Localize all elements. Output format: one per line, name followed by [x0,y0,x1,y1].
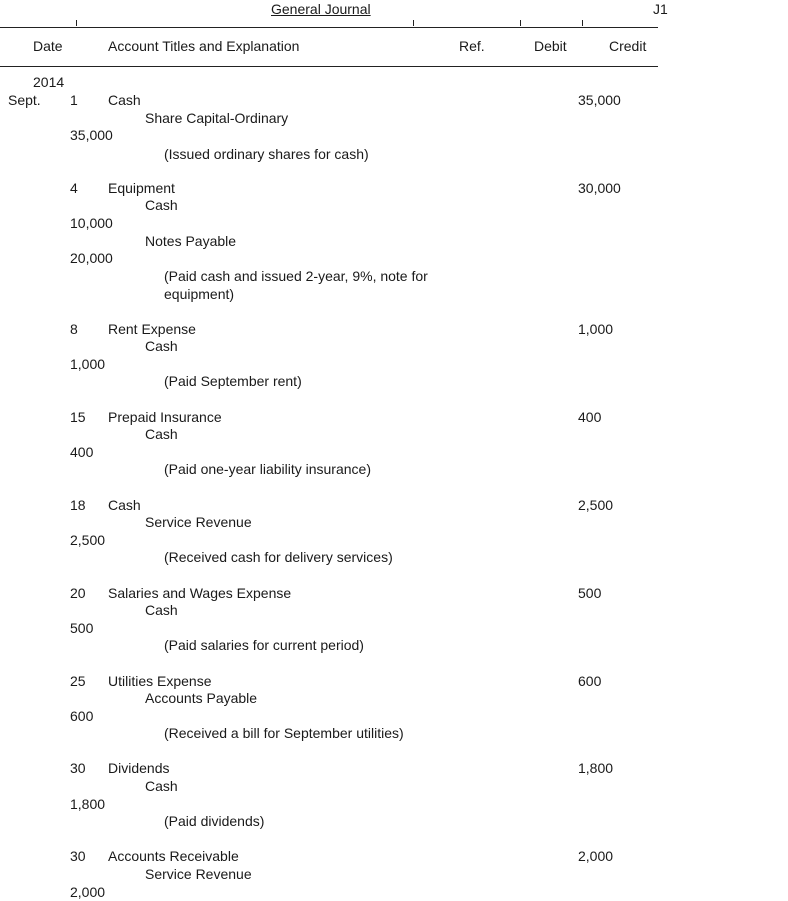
debit-amount: 2,000 [578,848,614,864]
entry-day: 25 [70,673,86,689]
debit-account: Dividends [108,760,170,776]
debit-amount: 30,000 [578,180,621,196]
column-divider [76,20,77,26]
entry-explanation: (Paid cash and issued 2-year, 9%, note for [164,268,428,284]
debit-account: Accounts Receivable [108,848,239,864]
entry-explanation: (Paid dividends) [164,813,265,829]
entry-explanation: (Paid one-year liability insurance) [164,461,371,477]
debit-account: Cash [108,92,141,108]
credit-amount: 10,000 [70,215,113,231]
journal-title: General Journal [271,1,371,17]
debit-amount: 35,000 [578,92,621,108]
credit-account: Cash [145,426,178,442]
entry-day: 1 [70,92,78,108]
entry-explanation: (Received cash for delivery services) [164,549,393,565]
credit-account: Cash [145,602,178,618]
credit-amount: 1,800 [70,796,106,812]
entry-explanation: (Issued ordinary shares for cash) [164,146,369,162]
column-divider [520,20,521,26]
debit-account: Salaries and Wages Expense [108,585,292,601]
month-label: Sept. [8,92,41,108]
header-bottom-rule [0,66,658,67]
entry-day: 18 [70,497,86,513]
credit-amount: 2,500 [70,532,106,548]
entry-day: 4 [70,180,78,196]
debit-amount: 600 [578,673,602,689]
debit-account: Cash [108,497,141,513]
debit-account: Prepaid Insurance [108,409,222,425]
credit-account: Share Capital-Ordinary [145,110,289,126]
header-top-rule [0,27,658,28]
entry-explanation: (Paid salaries for current period) [164,637,364,653]
debit-amount: 1,800 [578,760,614,776]
entry-day: 20 [70,585,86,601]
column-header-credit: Credit [609,38,647,54]
entry-explanation: (Paid September rent) [164,373,302,389]
debit-amount: 1,000 [578,321,614,337]
debit-account: Equipment [108,180,175,196]
credit-account: Accounts Payable [145,690,258,706]
credit-amount: 600 [70,708,94,724]
debit-amount: 2,500 [578,497,614,513]
credit-amount: 400 [70,444,94,460]
debit-account: Rent Expense [108,321,196,337]
entry-day: 8 [70,321,78,337]
credit-account: Cash [145,338,178,354]
credit-amount: 35,000 [70,127,113,143]
credit-amount: 20,000 [70,250,113,266]
debit-amount: 500 [578,585,602,601]
entry-explanation: (Received a bill for September utilities) [164,725,404,741]
column-header-account: Account Titles and Explanation [108,38,300,54]
credit-account: Notes Payable [145,233,237,249]
column-header-ref: Ref. [459,38,485,54]
entry-explanation: equipment) [164,286,235,302]
journal-page-ref: J1 [653,1,668,17]
entry-day: 15 [70,409,86,425]
debit-account: Utilities Expense [108,673,212,689]
debit-amount: 400 [578,409,602,425]
column-header-debit: Debit [534,38,567,54]
credit-account: Service Revenue [145,866,252,882]
credit-amount: 2,000 [70,884,106,900]
entry-day: 30 [70,848,86,864]
credit-account: Cash [145,197,178,213]
credit-account: Service Revenue [145,514,252,530]
column-divider [582,20,583,26]
credit-amount: 1,000 [70,356,106,372]
credit-account: Cash [145,778,178,794]
column-header-date: Date [33,38,63,54]
credit-amount: 500 [70,620,94,636]
year-label: 2014 [33,74,65,90]
entry-day: 30 [70,760,86,776]
column-divider [413,20,414,26]
